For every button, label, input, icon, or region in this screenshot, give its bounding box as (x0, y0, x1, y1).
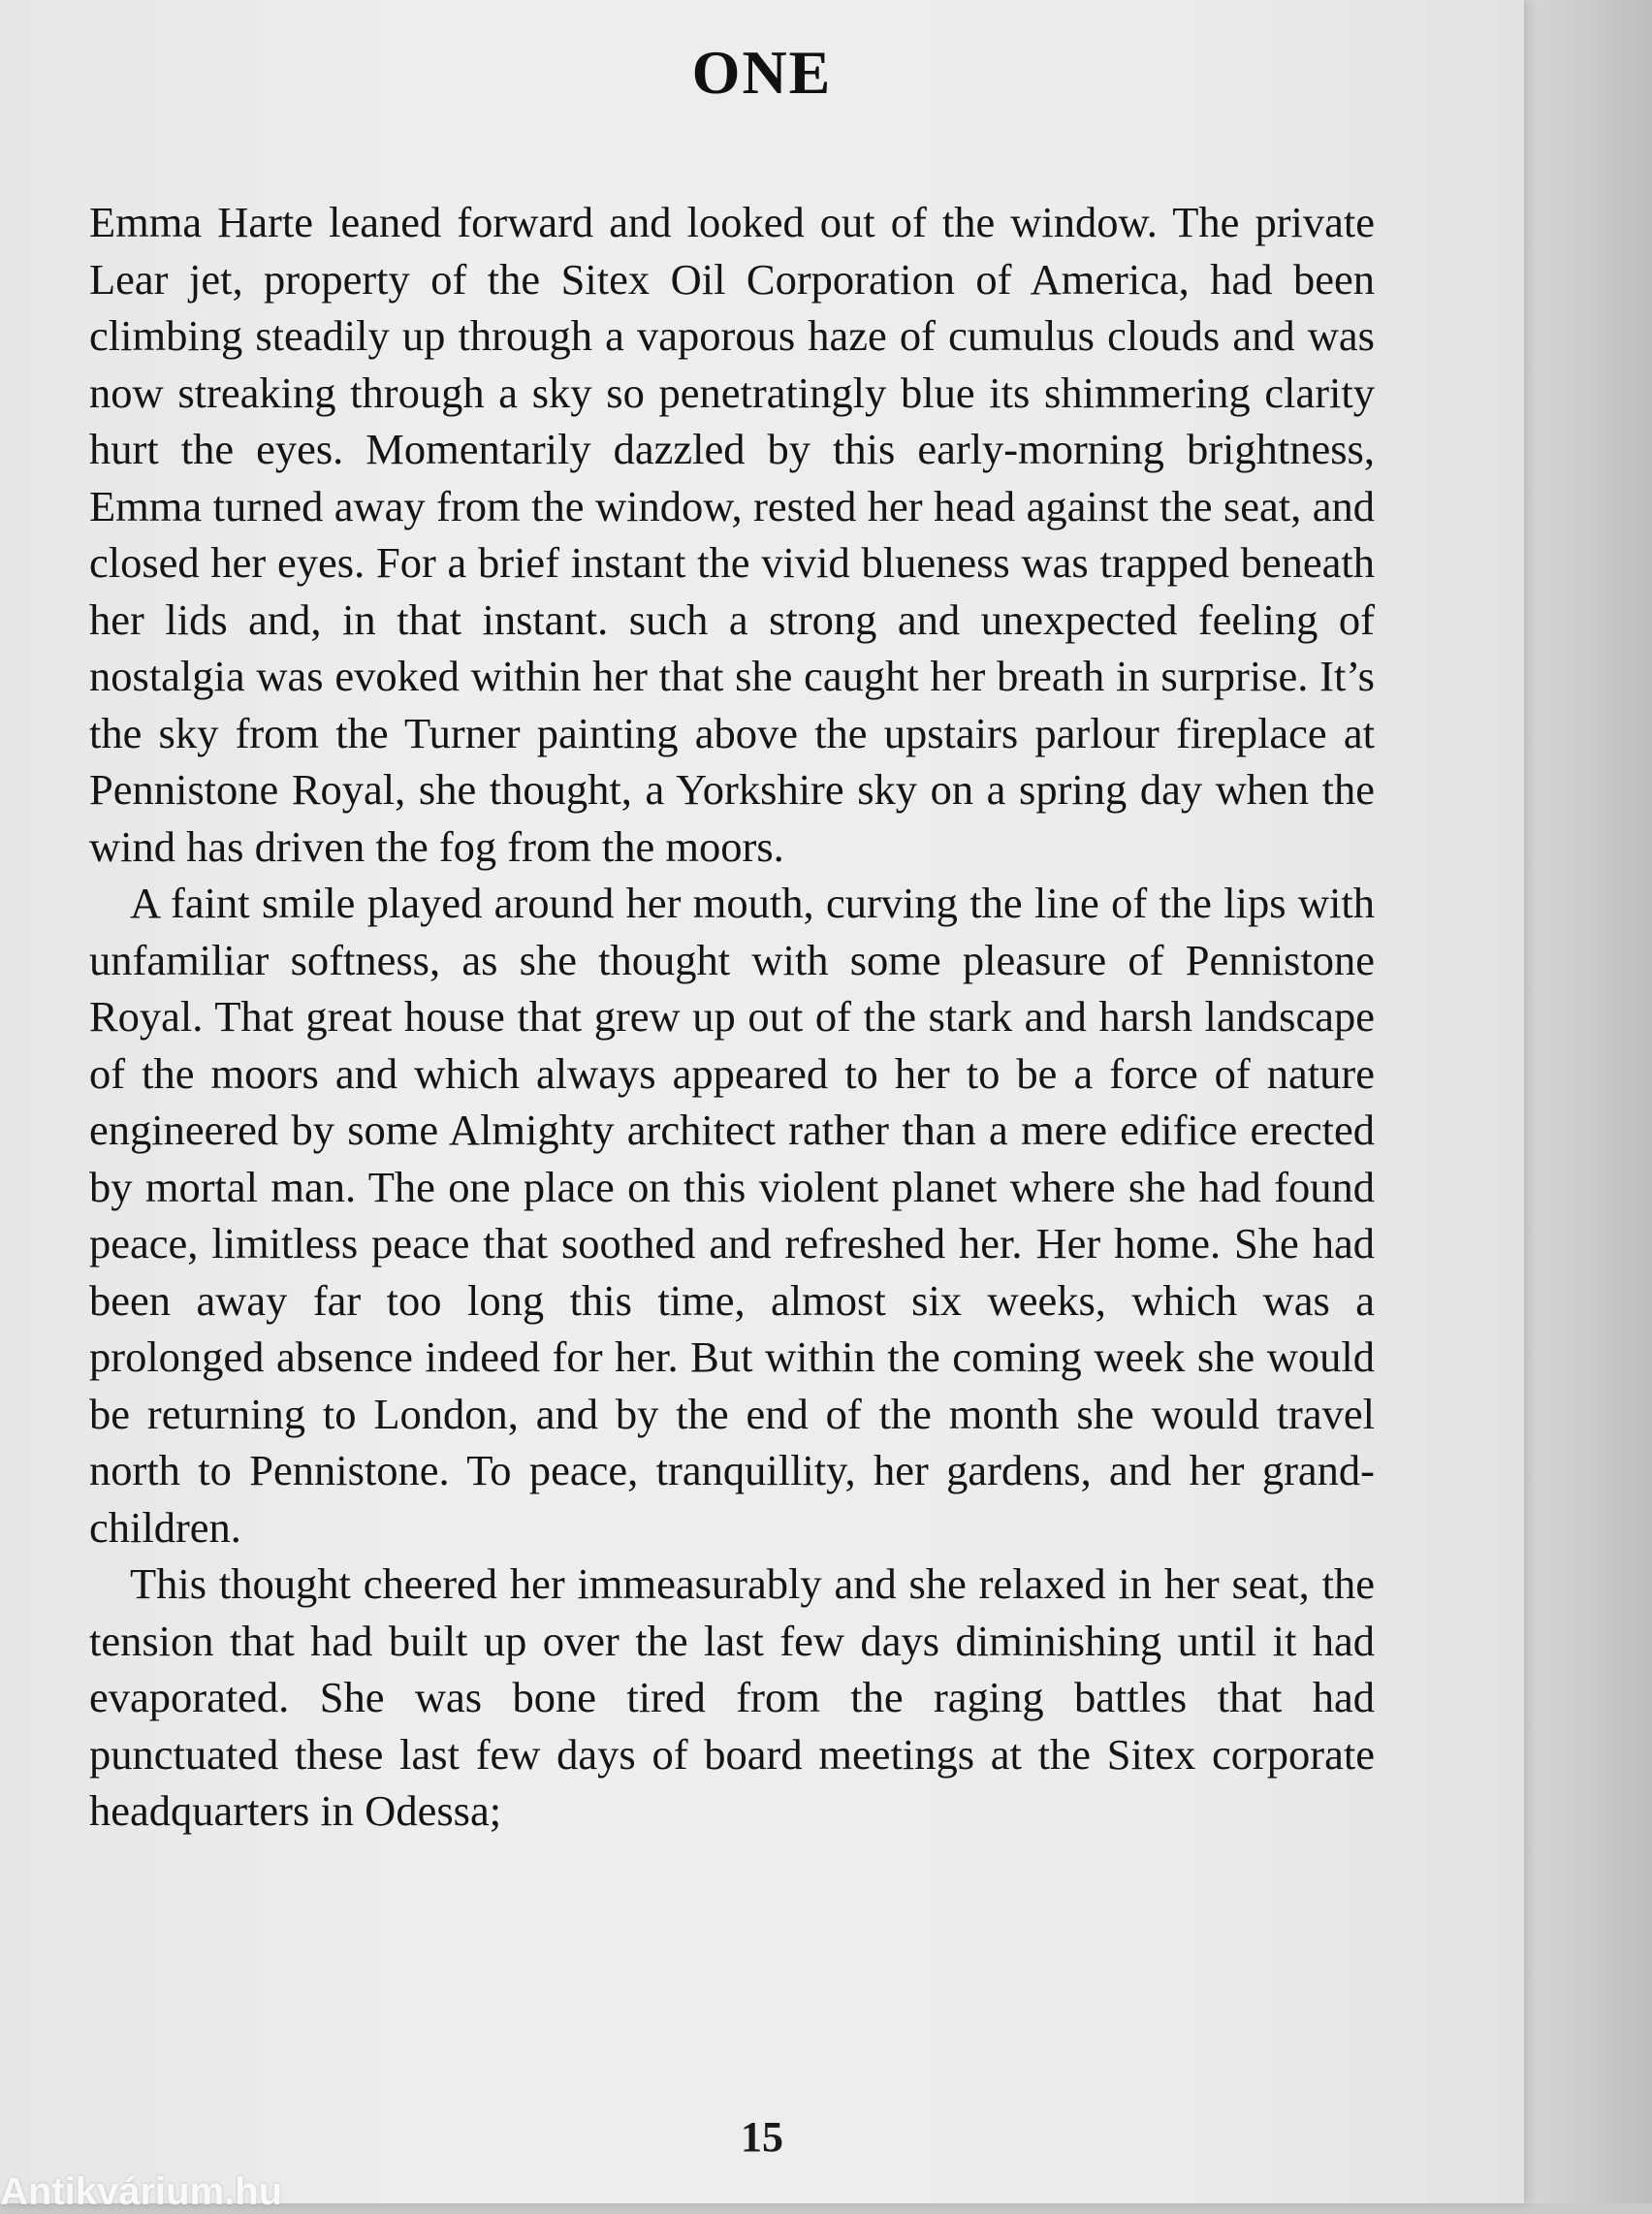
book-gutter (1512, 0, 1652, 2203)
paragraph-1: Emma Harte leaned forward and looked out of the window. The private Lear jet, property of the Sitex Oil Corporation of America, had been climbing steadily up through a vaporous haze of cumulus clouds and was now streaking through a sky so penetratingly blue its shimmering clarity hurt the eyes. Momentarily dazzled by this early-morning brightness, Emma turned away from the window, rested her head against the seat, and closed her eyes. For a brief instant the vivid blueness was trapped beneath her lids and, in that instant. such a strong and unexpected feeling of nostalgia was evoked within her that she caught her breath in surprise. It’s the sky from the Turner painting above the upstairs parlour fireplace at Pennistone Royal, she thought, a Yorkshire sky on a spring day when the wind has driven the fog from the moors. (89, 198, 1375, 871)
paragraph-2: A faint smile played around her mouth, curving the line of the lips with unfamiliar softness, as she thought with some pleasure of Pennistone Royal. That great house that grew up out of the stark and harsh landscape of the moors and which always appeared to her to be a force of nature engineered by some Almighty architect rather than a mere edifice erected by mortal man. The one place on this violent planet where she had found peace, limitless peace that soothed and refreshed her. Her home. She had been away far too long this time, almost six weeks, which was a prolonged absence indeed for her. But within the coming week she would be returning to London, and by the end of the month she would travel north to Pennistone. To peace, tranquillity, her gardens, and her grandchildren. (89, 879, 1375, 1552)
chapter-title: ONE (691, 38, 833, 107)
watermark: Antikvárium.hu (0, 2170, 283, 2213)
paragraph-3: This thought cheered her immeasurably and she relaxed in her seat, the tension that had built up over the last few days diminishing until it had evaporated. She was bone tired from the raging battles that had punctuated these last few days of board meetings at the Sitex corporate headquarters in Odessa; (89, 1559, 1375, 1835)
chapter-body (89, 194, 1375, 1840)
page-number: 15 (741, 2113, 783, 2161)
